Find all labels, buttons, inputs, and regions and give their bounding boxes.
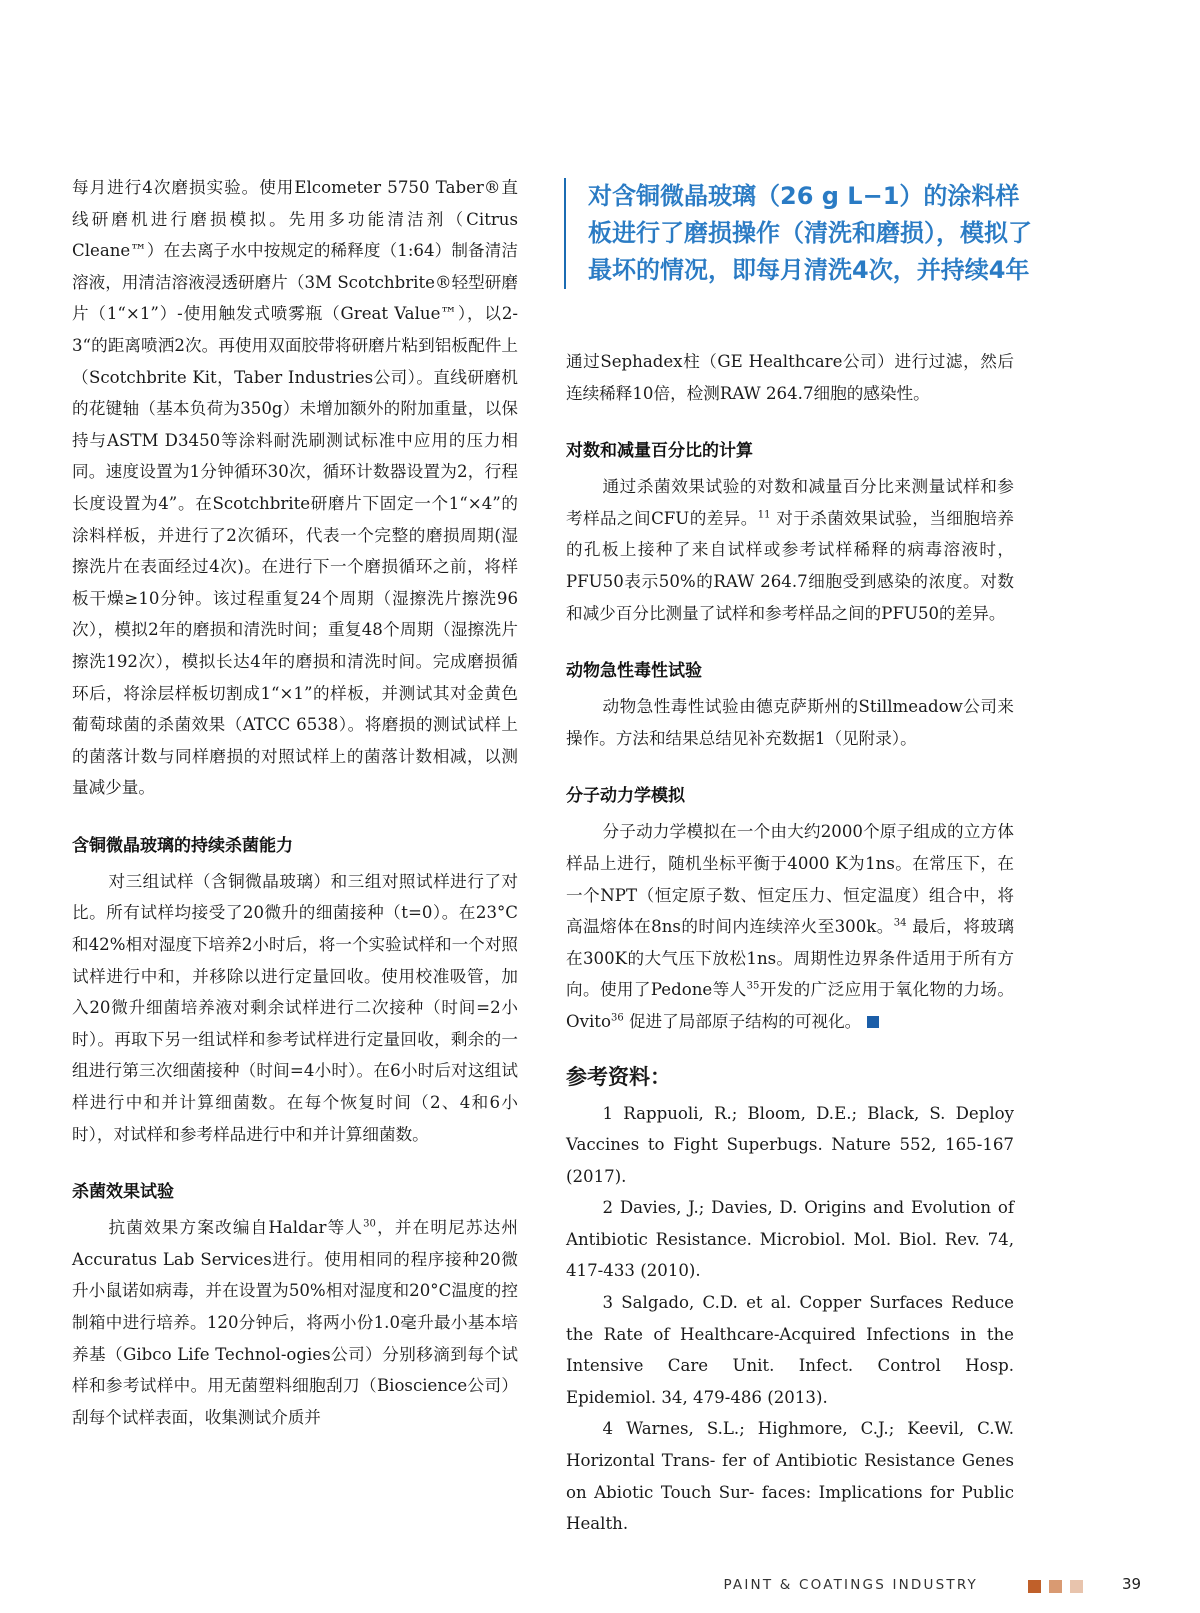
text-run: 分子动力学模拟在一个由大约2000个原子组成的立方体样品上进行，随机坐标平衡于4000 K为1ns。在常压下，在一个NPT（恒定原子数、恒定压力、恒定温度）组合中，将高温熔体在8ns的时间内连续淬火至300k。 bbox=[566, 822, 1014, 937]
section-heading-md: 分子动力学模拟 bbox=[566, 786, 685, 807]
body-paragraph: 对三组试样（含铜微晶玻璃）和三组对照试样进行了对比。所有试样均接受了20微升的细菌接种（t=0）。在23°C和42%相对湿度下培养2小时后，将一个实验试样和一个对照试样进行中和，并移除以进行定量回收。使用校准吸管，加入20微升细菌培养液对剩余试样进行二次接种（时间=2小时）。再取下另一组试样和参考试样进行定量回收，剩余的一组进行第三次细菌接种（时间=4小时）。在6小时后对这组试样进行中和并计算细菌数。在每个恢复时间（2、4和6小时），对试样和参考样品进行中和并计算细菌数。 bbox=[72, 871, 518, 1144]
text-run: ，并在明尼苏达州Accuratus Lab Services进行。使用相同的程序接种20微升小鼠诺如病毒，并在设置为50%相对湿度和20°C温度的控制箱中进行培养。120分钟后，将两小份1.0毫升最小基本培养基（Gibco Life Technol-ogies公司）分别移滴到每个试样和参考试样中。用无菌塑料细胞刮刀（Bioscience公司）刮每个试样表面，收集测试介质并 bbox=[72, 1218, 518, 1427]
page-number: 39 bbox=[1122, 1575, 1142, 1593]
body-paragraph: 每月进行4次磨损实验。使用Elcometer 5750 Taber®直线研磨机进行磨损模拟。先用多功能清洁剂（Citrus Cleane™）在去离子水中按规定的稀释度（1:64）制备清洁溶液，用清洁溶液浸透研磨片（3M Scotchbrite®轻型研磨片（1“×1”）-使用触发式喷雾瓶（Great Value™），以2-3“的距离喷洒2次。再使用双面胶带将研磨片粘到铝板配件上（Scotchbrite Kit，Taber Industries公司）。直线研磨机的花键轴（基本负荷为350g）未增加额外的附加重量，以保持与ASTM D3450等涂料耐洗刷测试标准中应用的压力相同。速度设置为1分钟循环30次，循环计数器设置为2，行程长度设置为4”。在Scotchbrite研磨片下固定一个1“×4”的涂料样板，并进行了2次循环，代表一个完整的磨损周期(湿擦洗片在表面经过4次)。在进行下一个磨损循环之前，将样板干燥≥10分钟。该过程重复24个周期（湿擦洗片擦洗96次），模拟2年的磨损和清洗时间；重复48个周期（湿擦洗片擦洗192次），模拟长达4年的磨损和清洗时间。完成磨损循环后，将涂层样板切割成1“×1”的样板，并测试其对金黄色葡萄球菌的杀菌效果（ATCC 6538）。将磨损的测试试样上的菌落计数与同样磨损的对照试样上的菌落计数相减，以测量减少量。 bbox=[72, 178, 518, 798]
reference-item: 4 Warnes, S.L.; Highmore, C.J.; Keevil, C.W. Horizontal Trans- fer of Antibiotic Resistance Genes on Abiotic Touch Sur- faces: Implications for Public Health. bbox=[566, 1419, 1014, 1534]
pull-quote: 对含铜微晶玻璃（26 g L−1）的涂料样板进行了磨损操作（清洗和磨损），模拟了最坏的情况，即每月清洗4次，并持续4年 bbox=[564, 178, 1038, 289]
section-heading-toxicity: 动物急性毒性试验 bbox=[566, 661, 702, 682]
text-run: 抗菌效果方案改编自Haldar等人 bbox=[108, 1218, 364, 1238]
citation-superscript: 35 bbox=[746, 980, 760, 992]
reference-item: 3 Salgado, C.D. et al. Copper Surfaces Reduce the Rate of Healthcare-Acquired Infections in the Intensive Care Unit. Infect. Control Hosp. Epidemiol. 34, 479-486 (2013). bbox=[566, 1293, 1014, 1407]
text-run: 最后，将玻璃在300K的大气压下放松1ns。周期性边界条件适用于所有方向。使用了Pedone等人 bbox=[566, 917, 1014, 1000]
body-paragraph: 动物急性毒性试验由德克萨斯州的Stillmeadow公司来操作。方法和结果总结见补充数据1（见附录）。 bbox=[566, 697, 1014, 748]
reference-item: 1 Rappuoli, R.; Bloom, D.E.; Black, S. Deploy Vaccines to Fight Superbugs. Nature 552, 165-167 (2017). bbox=[566, 1103, 1014, 1186]
body-paragraph: 通过Sephadex柱（GE Healthcare公司）进行过滤，然后连续稀释10倍，检测RAW 264.7细胞的感染性。 bbox=[566, 352, 1014, 403]
citation-superscript: 30 bbox=[363, 1218, 376, 1230]
footer-square-icon bbox=[1070, 1580, 1083, 1593]
text-run: 开发的广泛应用于氧化物的力场。Ovito bbox=[566, 980, 1015, 1031]
left-column bbox=[72, 172, 518, 1433]
citation-superscript: 34 bbox=[893, 917, 907, 929]
text-run: 对于杀菌效果试验，当细胞培养的孔板上接种了来自试样或参考试样稀释的病毒溶液时，PFU50表示50%的RAW 264.7细胞受到感染的浓度。对数和减少百分比测量了试样和参考样品之间的PFU50的差异。 bbox=[566, 508, 1014, 623]
end-mark-icon bbox=[867, 1016, 879, 1028]
section-heading-sustained: 含铜微晶玻璃的持续杀菌能力 bbox=[72, 835, 293, 856]
references-heading: 参考资料： bbox=[566, 1064, 671, 1089]
right-column bbox=[566, 346, 1014, 1540]
citation-superscript: 36 bbox=[610, 1012, 624, 1024]
section-heading-log: 对数和减量百分比的计算 bbox=[566, 441, 753, 462]
journal-name: PAINT & COATINGS INDUSTRY bbox=[723, 1577, 978, 1593]
body-paragraph bbox=[566, 471, 1014, 629]
reference-item: 2 Davies, J.; Davies, D. Origins and Evolution of Antibiotic Resistance. Microbiol. Mol. Biol. Rev. 74, 417-433 (2010). bbox=[566, 1198, 1014, 1281]
text-run: 促进了局部原子结构的可视化。 bbox=[623, 1011, 862, 1031]
body-paragraph bbox=[566, 816, 1014, 1037]
section-heading-efficacy: 杀菌效果试验 bbox=[72, 1182, 174, 1203]
text-run: 通过杀菌效果试验的对数和减量百分比来测量试样和参考样品之间CFU的差异。 bbox=[566, 477, 1014, 528]
body-paragraph bbox=[72, 1212, 518, 1433]
footer-square-icon bbox=[1049, 1580, 1062, 1593]
citation-superscript: 11 bbox=[757, 509, 771, 521]
footer-square-icon bbox=[1028, 1580, 1041, 1593]
page-footer bbox=[0, 1577, 1200, 1607]
